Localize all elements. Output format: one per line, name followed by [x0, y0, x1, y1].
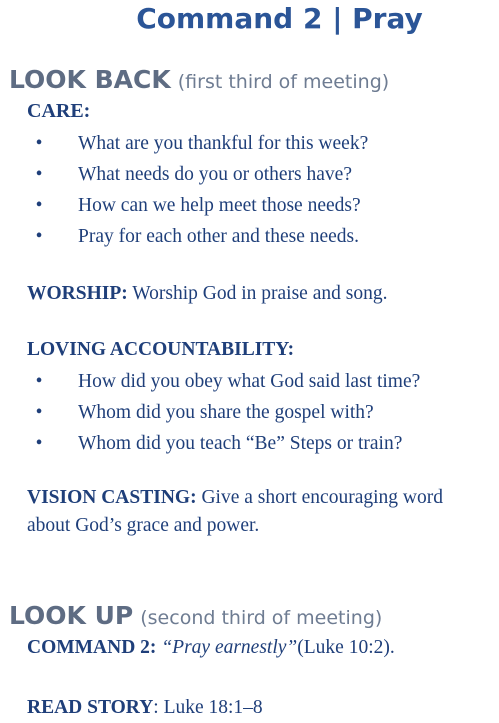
read-story-line — [27, 694, 263, 722]
list-item: • Pray for each other and these needs. — [0, 221, 499, 252]
accountability-label: LOVING ACCOUNTABILITY: — [27, 339, 295, 360]
look-up-subtitle: (second third of meeting) — [140, 607, 383, 629]
worship-label: WORSHIP: — [27, 283, 128, 304]
read-story-label: READ STORY — [27, 697, 154, 718]
bullet-icon: • — [35, 433, 43, 454]
vision-casting-line1 — [27, 484, 443, 512]
care-label: CARE: — [27, 100, 91, 122]
list-item: • What needs do you or others have? — [0, 159, 499, 190]
worship-text: Worship God in praise and song. — [132, 283, 388, 304]
bullet-icon: • — [35, 164, 43, 185]
worship-line — [27, 280, 387, 308]
list-item: • Whom did you teach “Be” Steps or train? — [0, 428, 499, 459]
look-back-title: LOOK BACK — [9, 65, 171, 94]
vision-casting-label: VISION CASTING: — [27, 487, 197, 508]
care-list — [0, 128, 499, 252]
vision-casting-line2: about God’s grace and power. — [27, 515, 260, 536]
vision-casting-section — [27, 484, 443, 540]
look-back-heading — [9, 66, 389, 96]
list-item: • How did you obey what God said last time? — [0, 366, 499, 397]
look-up-title: LOOK UP — [9, 601, 134, 630]
bullet-icon: • — [35, 371, 43, 392]
list-item: • Whom did you share the gospel with? — [0, 397, 499, 428]
list-item: • What are you thankful for this week? — [0, 128, 499, 159]
accountability-section — [27, 336, 294, 364]
bullet-icon: • — [35, 195, 43, 216]
care-section — [27, 96, 90, 126]
command-label: COMMAND 2: — [27, 637, 157, 658]
bullet-icon: • — [35, 133, 43, 154]
bullet-icon: • — [35, 402, 43, 423]
command-reference: (Luke 10:2). — [297, 637, 395, 658]
look-back-subtitle: (first third of meeting) — [177, 71, 390, 93]
look-up-heading — [9, 602, 382, 632]
bullet-icon: • — [35, 226, 43, 247]
accountability-list — [0, 366, 499, 459]
command-line — [27, 634, 395, 662]
read-story-colon: : — [153, 697, 159, 718]
read-story-reference: Luke 18:1–8 — [163, 697, 263, 718]
vision-casting-text: Give a short encouraging word — [201, 487, 443, 508]
command-quote: “Pray earnestly” — [161, 637, 298, 658]
page-title: Command 2 | Pray — [136, 2, 423, 35]
list-item: • How can we help meet those needs? — [0, 190, 499, 221]
